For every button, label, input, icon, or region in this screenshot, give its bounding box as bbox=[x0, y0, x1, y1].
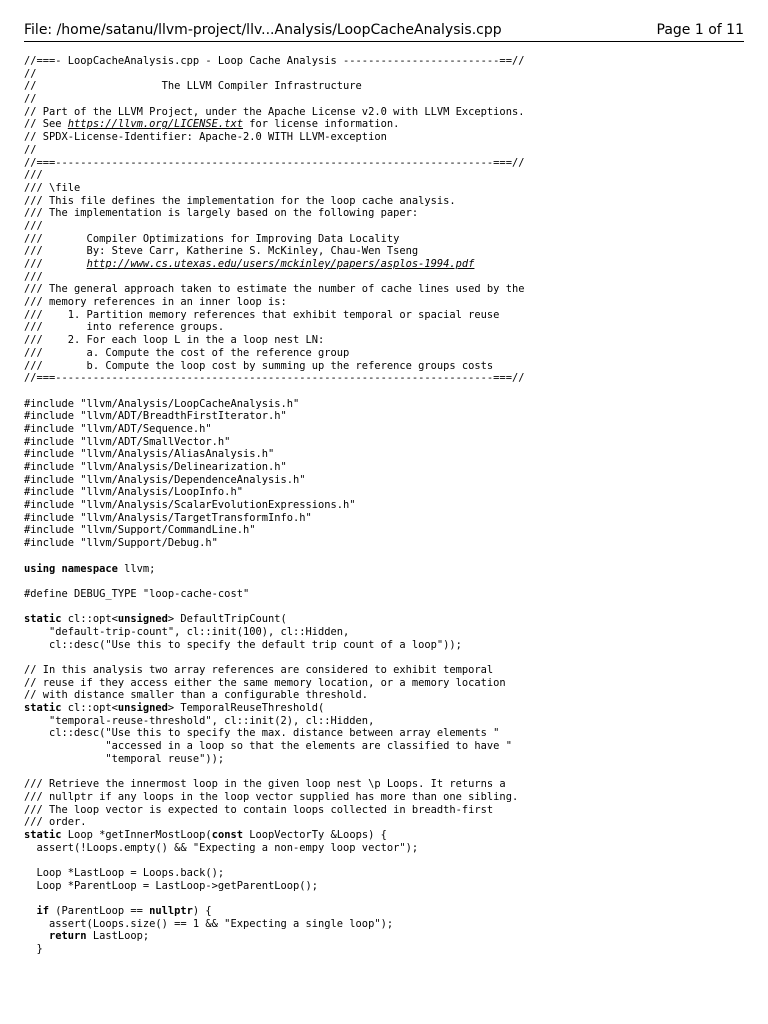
code-text: // bbox=[24, 93, 37, 106]
code-text: /// Compiler Optimizations for Improving Data Locality bbox=[24, 232, 400, 245]
code-line bbox=[24, 410, 754, 423]
code-line bbox=[24, 512, 754, 525]
code-text: /// bbox=[24, 258, 87, 270]
code-line bbox=[24, 220, 754, 233]
code-line bbox=[24, 360, 754, 373]
code-text: /// Retrieve the innermost loop in the given loop nest \p Loops. It returns a bbox=[24, 778, 506, 791]
code-text: /// By: Steve Carr, Katherine S. McKinley, Chau-Wen Tseng bbox=[24, 245, 419, 258]
code-line bbox=[24, 93, 754, 106]
code-line bbox=[24, 334, 754, 347]
code-line bbox=[24, 309, 754, 322]
code-text: // with distance smaller than a configurable threshold. bbox=[24, 689, 369, 702]
code-text: /// The general approach taken to estimate the number of cache lines used by the bbox=[24, 283, 525, 296]
code-text: /// bbox=[24, 219, 43, 232]
code-line bbox=[24, 930, 754, 943]
code-keyword: nullptr bbox=[149, 905, 193, 918]
code-line bbox=[24, 778, 754, 791]
code-line bbox=[24, 118, 754, 131]
code-text: for license information. bbox=[242, 118, 400, 131]
code-text: #include "llvm/Support/CommandLine.h" bbox=[24, 524, 256, 537]
code-line bbox=[24, 131, 754, 144]
code-line bbox=[24, 385, 754, 398]
code-line bbox=[24, 169, 754, 182]
code-line bbox=[24, 766, 754, 779]
code-line bbox=[24, 486, 754, 499]
code-text: "accessed in a loop so that the elements are classified to have " bbox=[24, 740, 512, 753]
code-text: #include "llvm/ADT/SmallVector.h" bbox=[24, 435, 231, 448]
code-text: cl::desc("Use this to specify the max. distance between array elements " bbox=[24, 727, 500, 740]
code-line bbox=[24, 144, 754, 157]
code-text: #include "llvm/Analysis/ScalarEvolutionExpressions.h" bbox=[24, 499, 356, 512]
code-text: Loop *getInnerMostLoop( bbox=[61, 828, 212, 841]
code-line bbox=[24, 892, 754, 905]
source-code-listing bbox=[24, 55, 754, 956]
code-text: assert(!Loops.empty() && "Expecting a non-empy loop vector"); bbox=[24, 841, 419, 854]
code-line bbox=[24, 854, 754, 867]
code-line bbox=[24, 677, 754, 690]
code-line bbox=[24, 321, 754, 334]
code-line bbox=[24, 347, 754, 360]
code-line bbox=[24, 258, 754, 271]
code-line bbox=[24, 474, 754, 487]
code-line bbox=[24, 499, 754, 512]
code-text: (ParentLoop == bbox=[49, 905, 150, 918]
code-line bbox=[24, 461, 754, 474]
code-line bbox=[24, 106, 754, 119]
code-line bbox=[24, 157, 754, 170]
code-line bbox=[24, 283, 754, 296]
code-text: // In this analysis two array references are considered to exhibit temporal bbox=[24, 664, 494, 676]
code-line bbox=[24, 651, 754, 664]
code-text: /// This file defines the implementation for the loop cache analysis. bbox=[24, 194, 456, 207]
code-keyword: const bbox=[211, 828, 243, 841]
code-text bbox=[24, 905, 37, 917]
code-line bbox=[24, 689, 754, 702]
code-line bbox=[24, 829, 754, 842]
code-text: /// nullptr if any loops in the loop vector supplied has more than one sibling. bbox=[24, 790, 519, 803]
code-line bbox=[24, 233, 754, 246]
code-line bbox=[24, 867, 754, 880]
code-line bbox=[24, 601, 754, 614]
code-line bbox=[24, 740, 754, 753]
code-text: #include "llvm/Analysis/LoopInfo.h" bbox=[24, 486, 243, 499]
code-line bbox=[24, 448, 754, 461]
code-line bbox=[24, 639, 754, 652]
code-text: "temporal-reuse-threshold", cl::init(2), cl::Hidden, bbox=[24, 714, 375, 727]
code-text: // reuse if they access either the same memory location, or a memory location bbox=[24, 676, 506, 689]
code-line bbox=[24, 804, 754, 817]
code-line bbox=[24, 791, 754, 804]
code-text: > DefaultTripCount( bbox=[167, 613, 287, 626]
code-text: /// bbox=[24, 169, 43, 182]
code-text: #include "llvm/Analysis/TargetTransformInfo.h" bbox=[24, 511, 312, 524]
code-line bbox=[24, 372, 754, 385]
code-text: /// 1. Partition memory references that exhibit temporal or spacial reuse bbox=[24, 308, 500, 321]
code-line bbox=[24, 588, 754, 601]
code-line bbox=[24, 398, 754, 411]
code-line bbox=[24, 182, 754, 195]
code-line bbox=[24, 753, 754, 766]
code-text: /// 2. For each loop L in the a loop nest LN: bbox=[24, 334, 325, 347]
code-text: // The LLVM Compiler Infrastructure bbox=[24, 80, 362, 93]
file-path-label: File: /home/satanu/llvm-project/llv...Analysis/LoopCacheAnalysis.cpp bbox=[24, 22, 502, 38]
code-text: > TemporalReuseThreshold( bbox=[167, 702, 325, 715]
code-text: #include "llvm/Support/Debug.h" bbox=[24, 537, 218, 550]
page-header bbox=[24, 19, 744, 42]
code-line bbox=[24, 842, 754, 855]
code-text: /// a. Compute the cost of the reference group bbox=[24, 346, 350, 359]
code-line bbox=[24, 563, 754, 576]
code-keyword: static bbox=[24, 613, 62, 626]
code-text: // SPDX-License-Identifier: Apache-2.0 WITH LLVM-exception bbox=[24, 131, 387, 144]
code-text: // bbox=[24, 67, 37, 80]
code-text: #include "llvm/Analysis/LoopCacheAnalysis.h" bbox=[24, 397, 300, 410]
code-text: Loop *ParentLoop = LastLoop->getParentLoop(); bbox=[24, 879, 319, 892]
code-line bbox=[24, 537, 754, 550]
code-text: cl::desc("Use this to specify the default trip count of a loop")); bbox=[24, 638, 462, 651]
code-line bbox=[24, 423, 754, 436]
code-line bbox=[24, 55, 754, 68]
code-text: // See bbox=[24, 118, 68, 131]
code-line bbox=[24, 626, 754, 639]
code-line bbox=[24, 918, 754, 931]
code-text: cl::opt< bbox=[61, 702, 118, 715]
code-text: // bbox=[24, 143, 37, 156]
code-text: /// into reference groups. bbox=[24, 321, 225, 334]
code-text: #include "llvm/Analysis/Delinearization.h" bbox=[24, 461, 287, 473]
code-text: #include "llvm/ADT/Sequence.h" bbox=[24, 422, 212, 435]
code-line bbox=[24, 195, 754, 208]
code-line bbox=[24, 80, 754, 93]
code-text: #include "llvm/ADT/BreadthFirstIterator.h" bbox=[24, 410, 287, 423]
code-line bbox=[24, 271, 754, 284]
code-line bbox=[24, 715, 754, 728]
code-link[interactable]: http://www.cs.utexas.edu/users/mckinley/papers/asplos-1994.pdf bbox=[86, 258, 475, 270]
code-text: assert(Loops.size() == 1 && "Expecting a single loop"); bbox=[24, 917, 394, 930]
code-line bbox=[24, 524, 754, 537]
code-link[interactable]: https://llvm.org/LICENSE.txt bbox=[67, 118, 243, 131]
code-text: #include "llvm/Analysis/DependenceAnalysis.h" bbox=[24, 473, 306, 486]
code-line bbox=[24, 613, 754, 626]
code-text: LoopVectorTy &Loops) { bbox=[242, 828, 387, 841]
code-text: "default-trip-count", cl::init(100), cl::Hidden, bbox=[24, 625, 350, 638]
code-keyword: static bbox=[24, 702, 62, 715]
code-line bbox=[24, 436, 754, 449]
code-line bbox=[24, 664, 754, 677]
code-line bbox=[24, 880, 754, 893]
page-number-label: Page 1 of 11 bbox=[656, 22, 744, 38]
code-line bbox=[24, 816, 754, 829]
code-text: //===- LoopCacheAnalysis.cpp - Loop Cache Analysis -------------------------==// bbox=[24, 55, 525, 67]
code-keyword: using namespace bbox=[24, 562, 118, 575]
code-text: ) { bbox=[192, 905, 212, 918]
code-text: LastLoop; bbox=[86, 930, 150, 943]
code-line bbox=[24, 702, 754, 715]
code-text: /// The loop vector is expected to contain loops collected in breadth-first bbox=[24, 803, 494, 816]
code-line bbox=[24, 68, 754, 81]
code-line bbox=[24, 296, 754, 309]
code-text: /// \file bbox=[24, 181, 81, 194]
code-text: #define DEBUG_TYPE "loop-cache-cost" bbox=[24, 587, 250, 600]
code-line bbox=[24, 575, 754, 588]
code-text: /// The implementation is largely based on the following paper: bbox=[24, 207, 419, 220]
code-keyword: static bbox=[24, 828, 62, 841]
code-text: /// bbox=[24, 270, 43, 283]
code-text: #include "llvm/Analysis/AliasAnalysis.h" bbox=[24, 448, 275, 461]
code-text: /// b. Compute the loop cost by summing up the reference groups costs bbox=[24, 359, 494, 372]
code-text: // Part of the LLVM Project, under the Apache License v2.0 with LLVM Exceptions. bbox=[24, 105, 525, 118]
code-text: llvm; bbox=[117, 562, 156, 575]
code-text: /// order. bbox=[24, 816, 87, 829]
code-line bbox=[24, 727, 754, 740]
code-text: "temporal reuse")); bbox=[24, 752, 225, 765]
code-text: cl::opt< bbox=[61, 613, 118, 626]
code-text bbox=[24, 930, 49, 942]
code-text: //===----------------------------------------------------------------------===// bbox=[24, 372, 525, 385]
code-keyword: return bbox=[49, 930, 87, 943]
code-line bbox=[24, 943, 754, 956]
code-line bbox=[24, 905, 754, 918]
code-keyword: unsigned bbox=[117, 702, 168, 715]
code-line bbox=[24, 550, 754, 563]
code-line bbox=[24, 207, 754, 220]
code-keyword: unsigned bbox=[117, 613, 168, 626]
code-keyword: if bbox=[36, 905, 50, 918]
code-text: Loop *LastLoop = Loops.back(); bbox=[24, 867, 225, 879]
code-text: //===----------------------------------------------------------------------===// bbox=[24, 156, 525, 169]
code-line bbox=[24, 245, 754, 258]
code-text: /// memory references in an inner loop is: bbox=[24, 296, 287, 309]
code-text: } bbox=[24, 943, 43, 956]
